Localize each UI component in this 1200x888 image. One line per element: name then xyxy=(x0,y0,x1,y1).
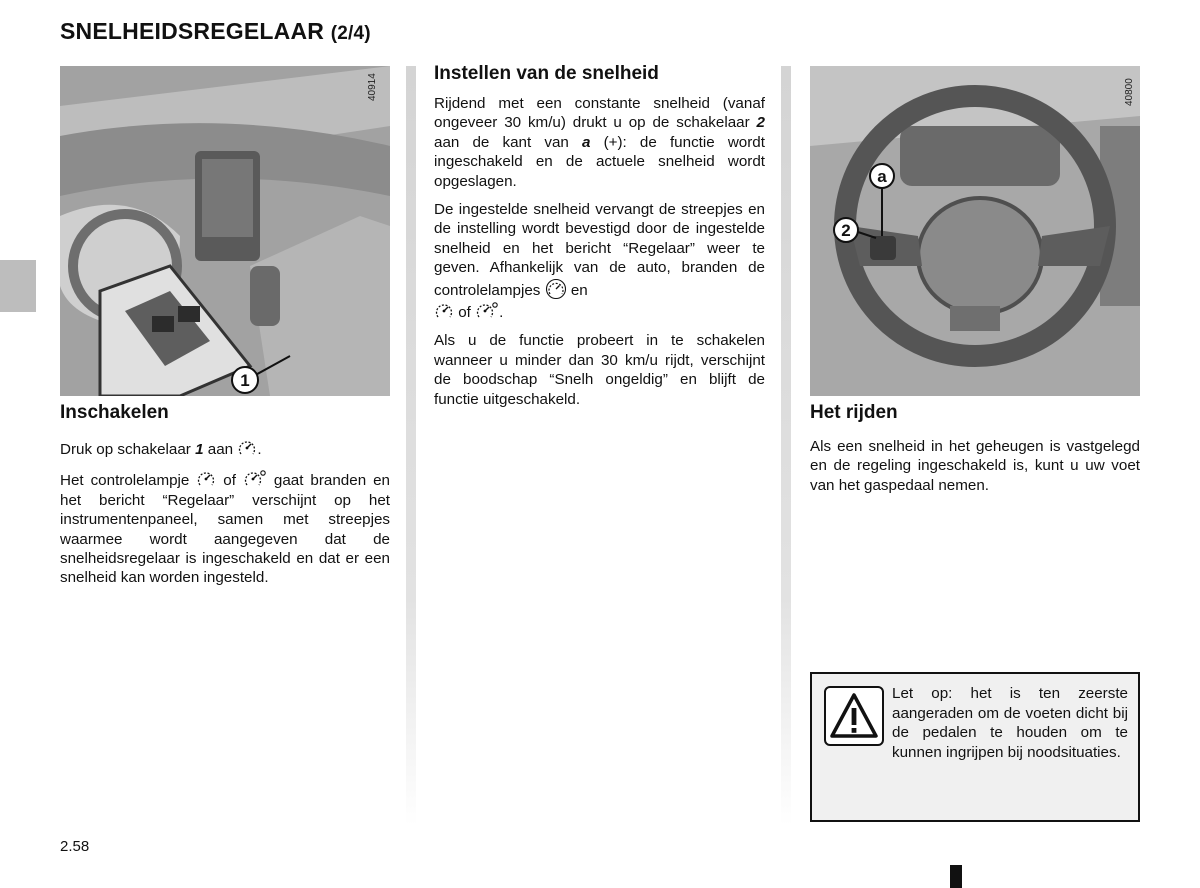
section-heading: Instellen van de snelheid xyxy=(434,63,659,84)
section-heading: Inschakelen xyxy=(60,402,169,423)
paragraph: Als een snelheid in het geheugen is vastgelegd en de regeling ingeschakeld is, kunt u uw voet van het gaspedaal nemen. xyxy=(810,438,1140,494)
speed-limiter-icon xyxy=(243,468,267,490)
column-separator xyxy=(781,66,791,826)
figure-code: 40914 xyxy=(367,73,378,101)
callout-a: a xyxy=(877,167,887,186)
dashboard-photo xyxy=(60,66,390,396)
page-part: (2/4) xyxy=(330,23,371,44)
cruise-control-icon xyxy=(196,468,216,490)
steering-wheel-photo xyxy=(810,66,1140,396)
page-title: SNELHEIDSREGELAAR (2/4) xyxy=(60,18,371,44)
paragraph: Rijdend met een constante snelheid (vanaf ongeveer 30 km/u) drukt u op de schakelaar 2 aan de kant van a (+): de functie wordt ingeschakeld en de actuele snelheid wordt opgeslagen. xyxy=(434,95,765,190)
cruise-control-icon xyxy=(545,278,567,300)
cruise-control-icon xyxy=(237,437,257,459)
paragraph: De ingestelde snelheid vervangt de streepjes en de instelling wordt bevestigd door de ingestelde snelheid en het bericht “Regelaar” weer te geven. Afhankelijk van de auto, branden de controlelampjes en of . xyxy=(434,201,765,322)
right-column xyxy=(810,402,1140,504)
section-tab xyxy=(0,260,36,312)
warning-text: Let op: het is ten zeerste aangeraden om de voeten dicht bij de pedalen te houden om te kunnen ingrijpen bij noodsituaties. xyxy=(892,685,1128,761)
left-column xyxy=(60,402,390,597)
warning-box xyxy=(810,672,1140,822)
edge-marker xyxy=(950,865,962,888)
page-number: 2.58 xyxy=(60,838,90,855)
figure-code: 40800 xyxy=(1124,78,1135,106)
paragraph: Het controlelampje of gaat branden en het bericht “Regelaar” verschijnt op het instrumentenpaneel, samen met streepjes waarmee wordt aangegeven dat de snelheidsregelaar is ingeschakeld en dat er een snelheid kan worden ingesteld. xyxy=(60,468,390,587)
middle-column xyxy=(434,63,765,418)
cruise-control-icon xyxy=(434,300,454,322)
speed-limiter-icon xyxy=(475,300,499,322)
column-separator xyxy=(406,66,416,826)
callout-2: 2 xyxy=(841,221,851,240)
paragraph: Als u de functie probeert in te schakelen wanneer u minder dan 30 km/u rijdt, verschijnt de boodschap “Snelh ongeldig” en blijft de functie uitgeschakeld. xyxy=(434,332,765,408)
section-heading: Het rijden xyxy=(810,402,898,423)
callout-1: 1 xyxy=(240,371,250,390)
paragraph: Druk op schakelaar 1 aan . xyxy=(60,437,390,459)
